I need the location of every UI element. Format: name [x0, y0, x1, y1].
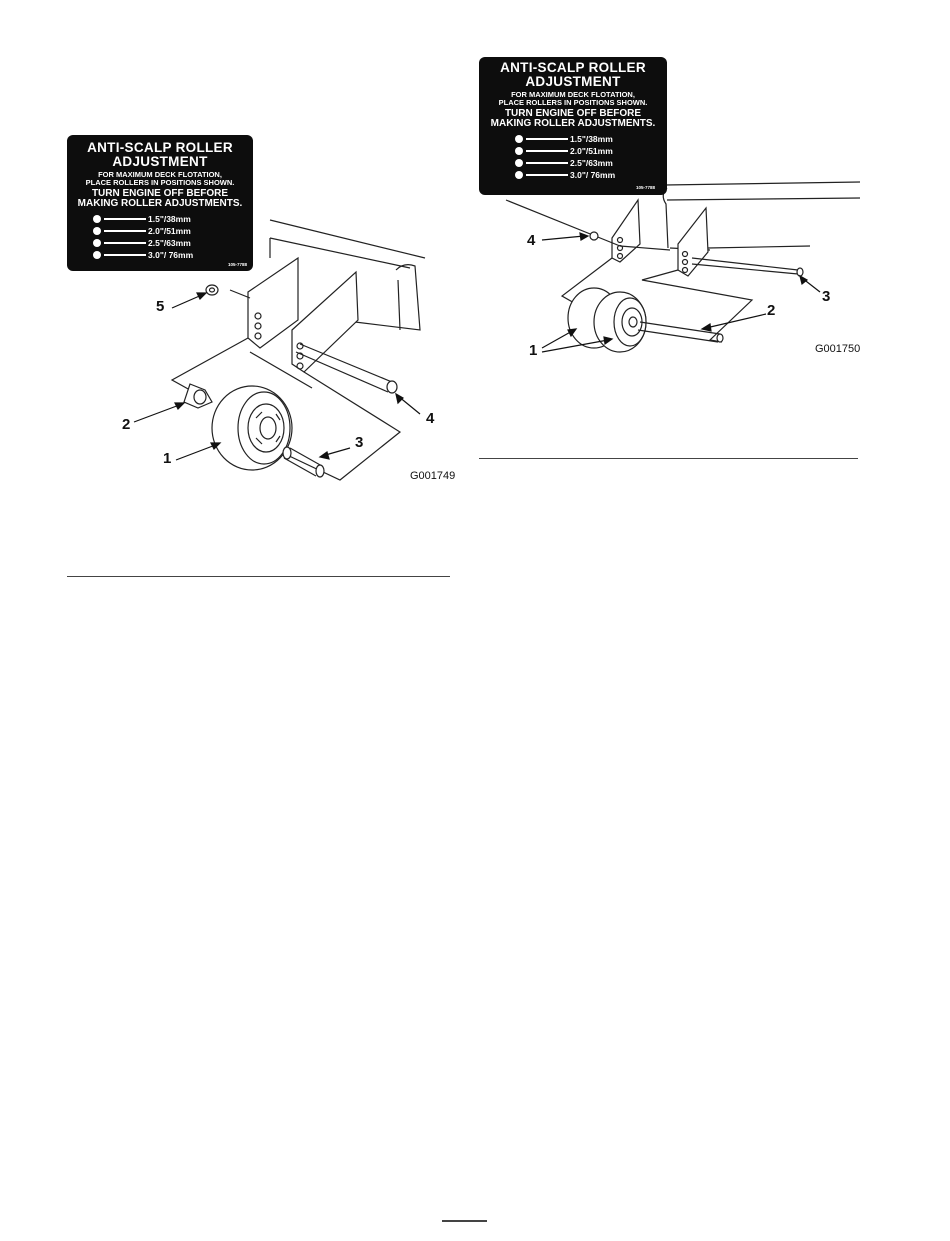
callout-1: 1: [163, 450, 172, 467]
decal-warn-line1: TURN ENGINE OFF BEFORE: [91, 187, 229, 199]
decal-warn-line2: MAKING ROLLER ADJUSTMENTS.: [490, 117, 656, 129]
position-line: [526, 162, 568, 164]
position-line: [104, 242, 146, 244]
decal-position-item: [515, 169, 667, 181]
position-dot-icon: [93, 215, 101, 223]
decal-positions: [93, 213, 253, 261]
figure-id: G001750: [815, 343, 861, 355]
decal-warn-line2: MAKING ROLLER ADJUSTMENTS.: [77, 197, 243, 209]
decal-position-item: [515, 133, 667, 145]
decal-right: [479, 57, 667, 195]
decal-code: 105-7788: [227, 262, 247, 267]
decal-code: 105-7788: [635, 185, 655, 190]
page-footer-rule: [442, 1220, 487, 1222]
decal-position-item: [515, 157, 667, 169]
decal-position-item: [93, 213, 253, 225]
figure-id: G001749: [410, 470, 456, 482]
decal-warning: [67, 189, 253, 209]
decal-sub-line1: FOR MAXIMUM DECK FLOTATION,: [98, 170, 222, 179]
position-line: [526, 174, 568, 176]
position-dot-icon: [93, 239, 101, 247]
position-dot-icon: [93, 251, 101, 259]
position-line: [104, 254, 146, 256]
position-dot-icon: [515, 159, 523, 167]
figure-right: [470, 0, 950, 460]
callout-2: 2: [767, 302, 776, 319]
callout-4: 4: [426, 410, 435, 427]
decal-left: [67, 135, 253, 271]
decal-title: [479, 61, 667, 88]
position-dot-icon: [93, 227, 101, 235]
decal-title-line2: ADJUSTMENT: [112, 153, 208, 169]
position-line: [526, 150, 568, 152]
callout-3: 3: [355, 434, 364, 451]
decal-position-item: [93, 225, 253, 237]
position-dot-icon: [515, 135, 523, 143]
callout-1: 1: [529, 342, 538, 359]
callout-4: 4: [527, 232, 536, 249]
position-label: 2.0"/51mm: [148, 225, 191, 236]
section-divider-right: [479, 458, 858, 459]
position-label: 2.0"/51mm: [570, 145, 613, 156]
figure-left: [0, 0, 470, 500]
decal-position-item: [93, 249, 253, 261]
decal-sub-line1: FOR MAXIMUM DECK FLOTATION,: [511, 90, 635, 99]
position-line: [104, 230, 146, 232]
decal-title-line1: ANTI-SCALP ROLLER: [87, 140, 233, 155]
position-label: 3.0"/ 76mm: [148, 249, 194, 260]
decal-warn-line1: TURN ENGINE OFF BEFORE: [504, 107, 642, 119]
callout-2: 2: [122, 416, 131, 433]
position-dot-icon: [515, 171, 523, 179]
position-line: [104, 218, 146, 220]
decal-title-line2: ADJUSTMENT: [525, 73, 621, 89]
position-dot-icon: [515, 147, 523, 155]
position-label: 1.5"/38mm: [570, 133, 613, 144]
decal-positions: [515, 133, 667, 181]
position-label: 3.0"/ 76mm: [570, 169, 616, 180]
callout-3: 3: [822, 288, 831, 305]
position-label: 1.5"/38mm: [148, 213, 191, 224]
decal-title-line1: ANTI-SCALP ROLLER: [500, 60, 646, 75]
decal-sub-line2: PLACE ROLLERS IN POSITIONS SHOWN.: [498, 97, 648, 107]
decal-warning: [479, 109, 667, 129]
decal-subtitle: [479, 91, 667, 107]
decal-subtitle: [67, 171, 253, 187]
decal-sub-line2: PLACE ROLLERS IN POSITIONS SHOWN.: [85, 177, 235, 187]
decal-position-item: [93, 237, 253, 249]
section-divider-left: [67, 576, 450, 577]
position-line: [526, 138, 568, 140]
callout-5: 5: [156, 298, 165, 315]
position-label: 2.5"/63mm: [148, 237, 191, 248]
position-label: 2.5"/63mm: [570, 157, 613, 168]
decal-position-item: [515, 145, 667, 157]
decal-title: [67, 141, 253, 168]
